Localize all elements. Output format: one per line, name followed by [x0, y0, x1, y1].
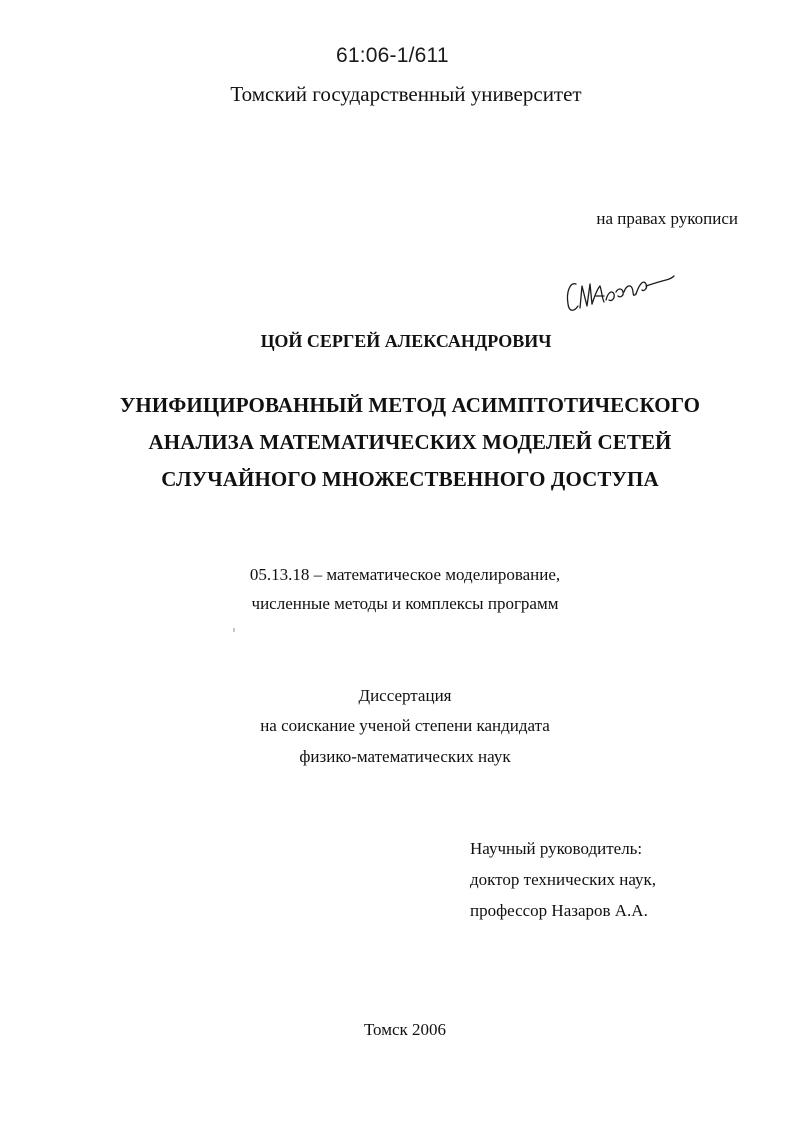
dissertation-type-line: Диссертация — [358, 686, 452, 705]
supervisor-line: профессор Назаров А.А. — [470, 901, 648, 920]
dissertation-title-line: СЛУЧАЙНОГО МНОЖЕСТВЕННОГО ДОСТУПА — [161, 467, 659, 491]
supervisor-line: Научный руководитель: — [470, 839, 643, 858]
rights-notice: на правах рукописи — [596, 209, 738, 228]
dissertation-type-line: на соискание ученой степени кандидата — [260, 716, 550, 735]
catalog-number: 61:06-1/611 — [336, 44, 449, 67]
dissertation-title-line: УНИФИЦИРОВАННЫЙ МЕТОД АСИМПТОТИЧЕСКОГО — [119, 393, 701, 417]
scan-speck — [233, 628, 235, 632]
supervisor-line: доктор технических наук, — [470, 870, 657, 889]
dissertation-type-line: физико-математических наук — [299, 747, 511, 766]
specialty-line: 05.13.18 – математическое моделирование, — [249, 565, 561, 584]
author-name: ЦОЙ СЕРГЕЙ АЛЕКСАНДРОВИЧ — [260, 331, 552, 351]
university-name: Томский государственный университет — [230, 82, 582, 106]
specialty-line: численные методы и комплексы программ — [251, 594, 559, 613]
handwritten-signature-icon — [560, 262, 680, 322]
dissertation-title-line: АНАЛИЗА МАТЕМАТИЧЕСКИХ МОДЕЛЕЙ СЕТЕЙ — [148, 430, 672, 454]
city-year: Томск 2006 — [363, 1020, 447, 1039]
